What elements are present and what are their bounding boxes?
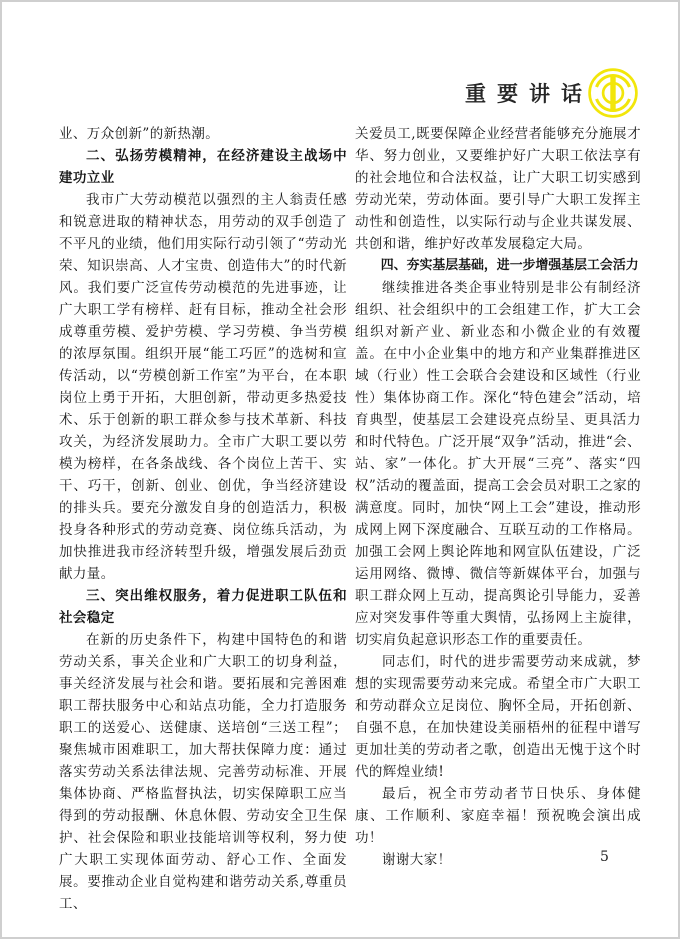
paragraph: 同志们，时代的进步需要劳动来成就，梦想的实现需要劳动来完成。希望全市广大职工和劳动群众立足岗位、胸怀全局，开拓创新、自强不息，在加快建设美丽梧州的征程中谱写更加壮美的劳动者之歌，创造出无愧于这个时代的辉煌业绩! [355, 654, 641, 780]
paragraph: 在新的历史条件下，构建中国特色的和谐劳动关系，事关企业和广大职工的切身利益，事关经济发展与社会和谐。要拓展和完善困难职工帮扶服务中心和站点功能，全力打造服务职工的送爱心、送健康、送培创“三送工程”；聚焦城市困难职工，加大帮扶保障力度：通过落实劳动关系法律法规、完善劳动标准、开展集体协商、严格监督执法，切实保障职工应当得到的劳动报酬、休息休假、劳动安全卫生保护、社会保险和职业技能培训等权利，努力使广大职工实现体面劳动、舒心工作、全面发展。要推动企业自觉构建和谐劳动关系,尊重员工、 [59, 632, 347, 912]
page-number: 5 [600, 849, 609, 865]
article-body [59, 123, 641, 915]
paragraph: 我市广大劳动模范以强烈的主人翁责任感和锐意进取的精神状态，用劳动的双手创造了不平凡的业绩，他们用实际行动引领了“劳动光荣、知识崇高、人才宝贵、创造伟大”的时代新风。我们要广泛宣传劳动模范的先进事迹，让广大职工学有榜样、赶有目标，推动全社会形成尊重劳模、爱护劳模、学习劳模、争当劳模的浓厚氛围。组织开展“能工巧匠”的选树和宣传活动，以“劳模创新工作室”为平台，在本职岗位上勇于开拓，大胆创新，带动更多热爱技术、乐于创新的职工群众参与技术革新、科技攻关，为经济发展助力。全市广大职工要以劳模为榜样，在各条战线、各个岗位上苦干、实干、巧干，创新、创业、创优，争当经济建设的排头兵。要充分激发自身的创造活力，积极投身各种形式的劳动竞赛、岗位练兵活动，为加快推进我市经济转型升级，增强发展后劲贡献力量。 [59, 192, 347, 582]
paragraph-continuation: 关爱员工,既要保障企业经营者能够充分施展才华、努力创业，又要维护好广大职工依法享有的社会地位和合法权益，让广大职工切实感到劳动光荣，劳动体面。要引导广大职工发挥主动性和创造性，以实际行动与企业共谋发展、共创和谐，维护好改革发展稳定大局。 [355, 126, 641, 252]
section-heading-2: 二、弘扬劳模精神，在经济建设主战场中建功立业 [59, 148, 347, 186]
right-column [355, 123, 641, 915]
paragraph: 谢谢大家！ [382, 852, 452, 868]
paragraph: 继续推进各类企事业特别是非公有制经济组织、社会组织中的工会组建工作，扩大工会组织对新产业、新业态和小微企业的有效覆盖。在中小企业集中的地方和产业集群推进区域（行业）性工会联合会建设和区域性（行业性）集体协商工作。深化“特色建会”活动，培育典型，使基层工会建设亮点纷呈、更具活力和时代特色。广泛开展“双争”活动，推进“会、站、家”一体化。扩大开展“三亮”、落实“四权”活动的覆盖面，提高工会会员对职工之家的满意度。同时，加快“网上工会”建设，推动形成网上网下深度融合、互联互动的工作格局。加强工会网上舆论阵地和网宣队伍建设，广泛运用网络、微博、微信等新媒体平台，加强与职工群众网上互动，提高舆论引导能力，妥善应对突发事件等重大舆情，弘扬网上主旋律，切实肩负起意识形态工作的重要责任。 [355, 280, 642, 648]
page-header [465, 66, 640, 120]
left-column [59, 123, 347, 915]
paragraph: 最后，祝全市劳动者节日快乐、身体健康、工作顺利、家庭幸福！预祝晚会演出成功！ [355, 786, 641, 846]
page-header-title: 重要讲话 [465, 81, 593, 106]
section-heading-3: 三、突出维权服务，着力促进职工队伍和社会稳定 [59, 588, 347, 626]
section-heading-4: 四、夯实基层基础，进一步增强基层工会活力 [380, 258, 639, 273]
union-emblem-icon [586, 66, 640, 120]
paragraph-continuation: 业、万众创新”的新热潮。 [59, 126, 220, 142]
